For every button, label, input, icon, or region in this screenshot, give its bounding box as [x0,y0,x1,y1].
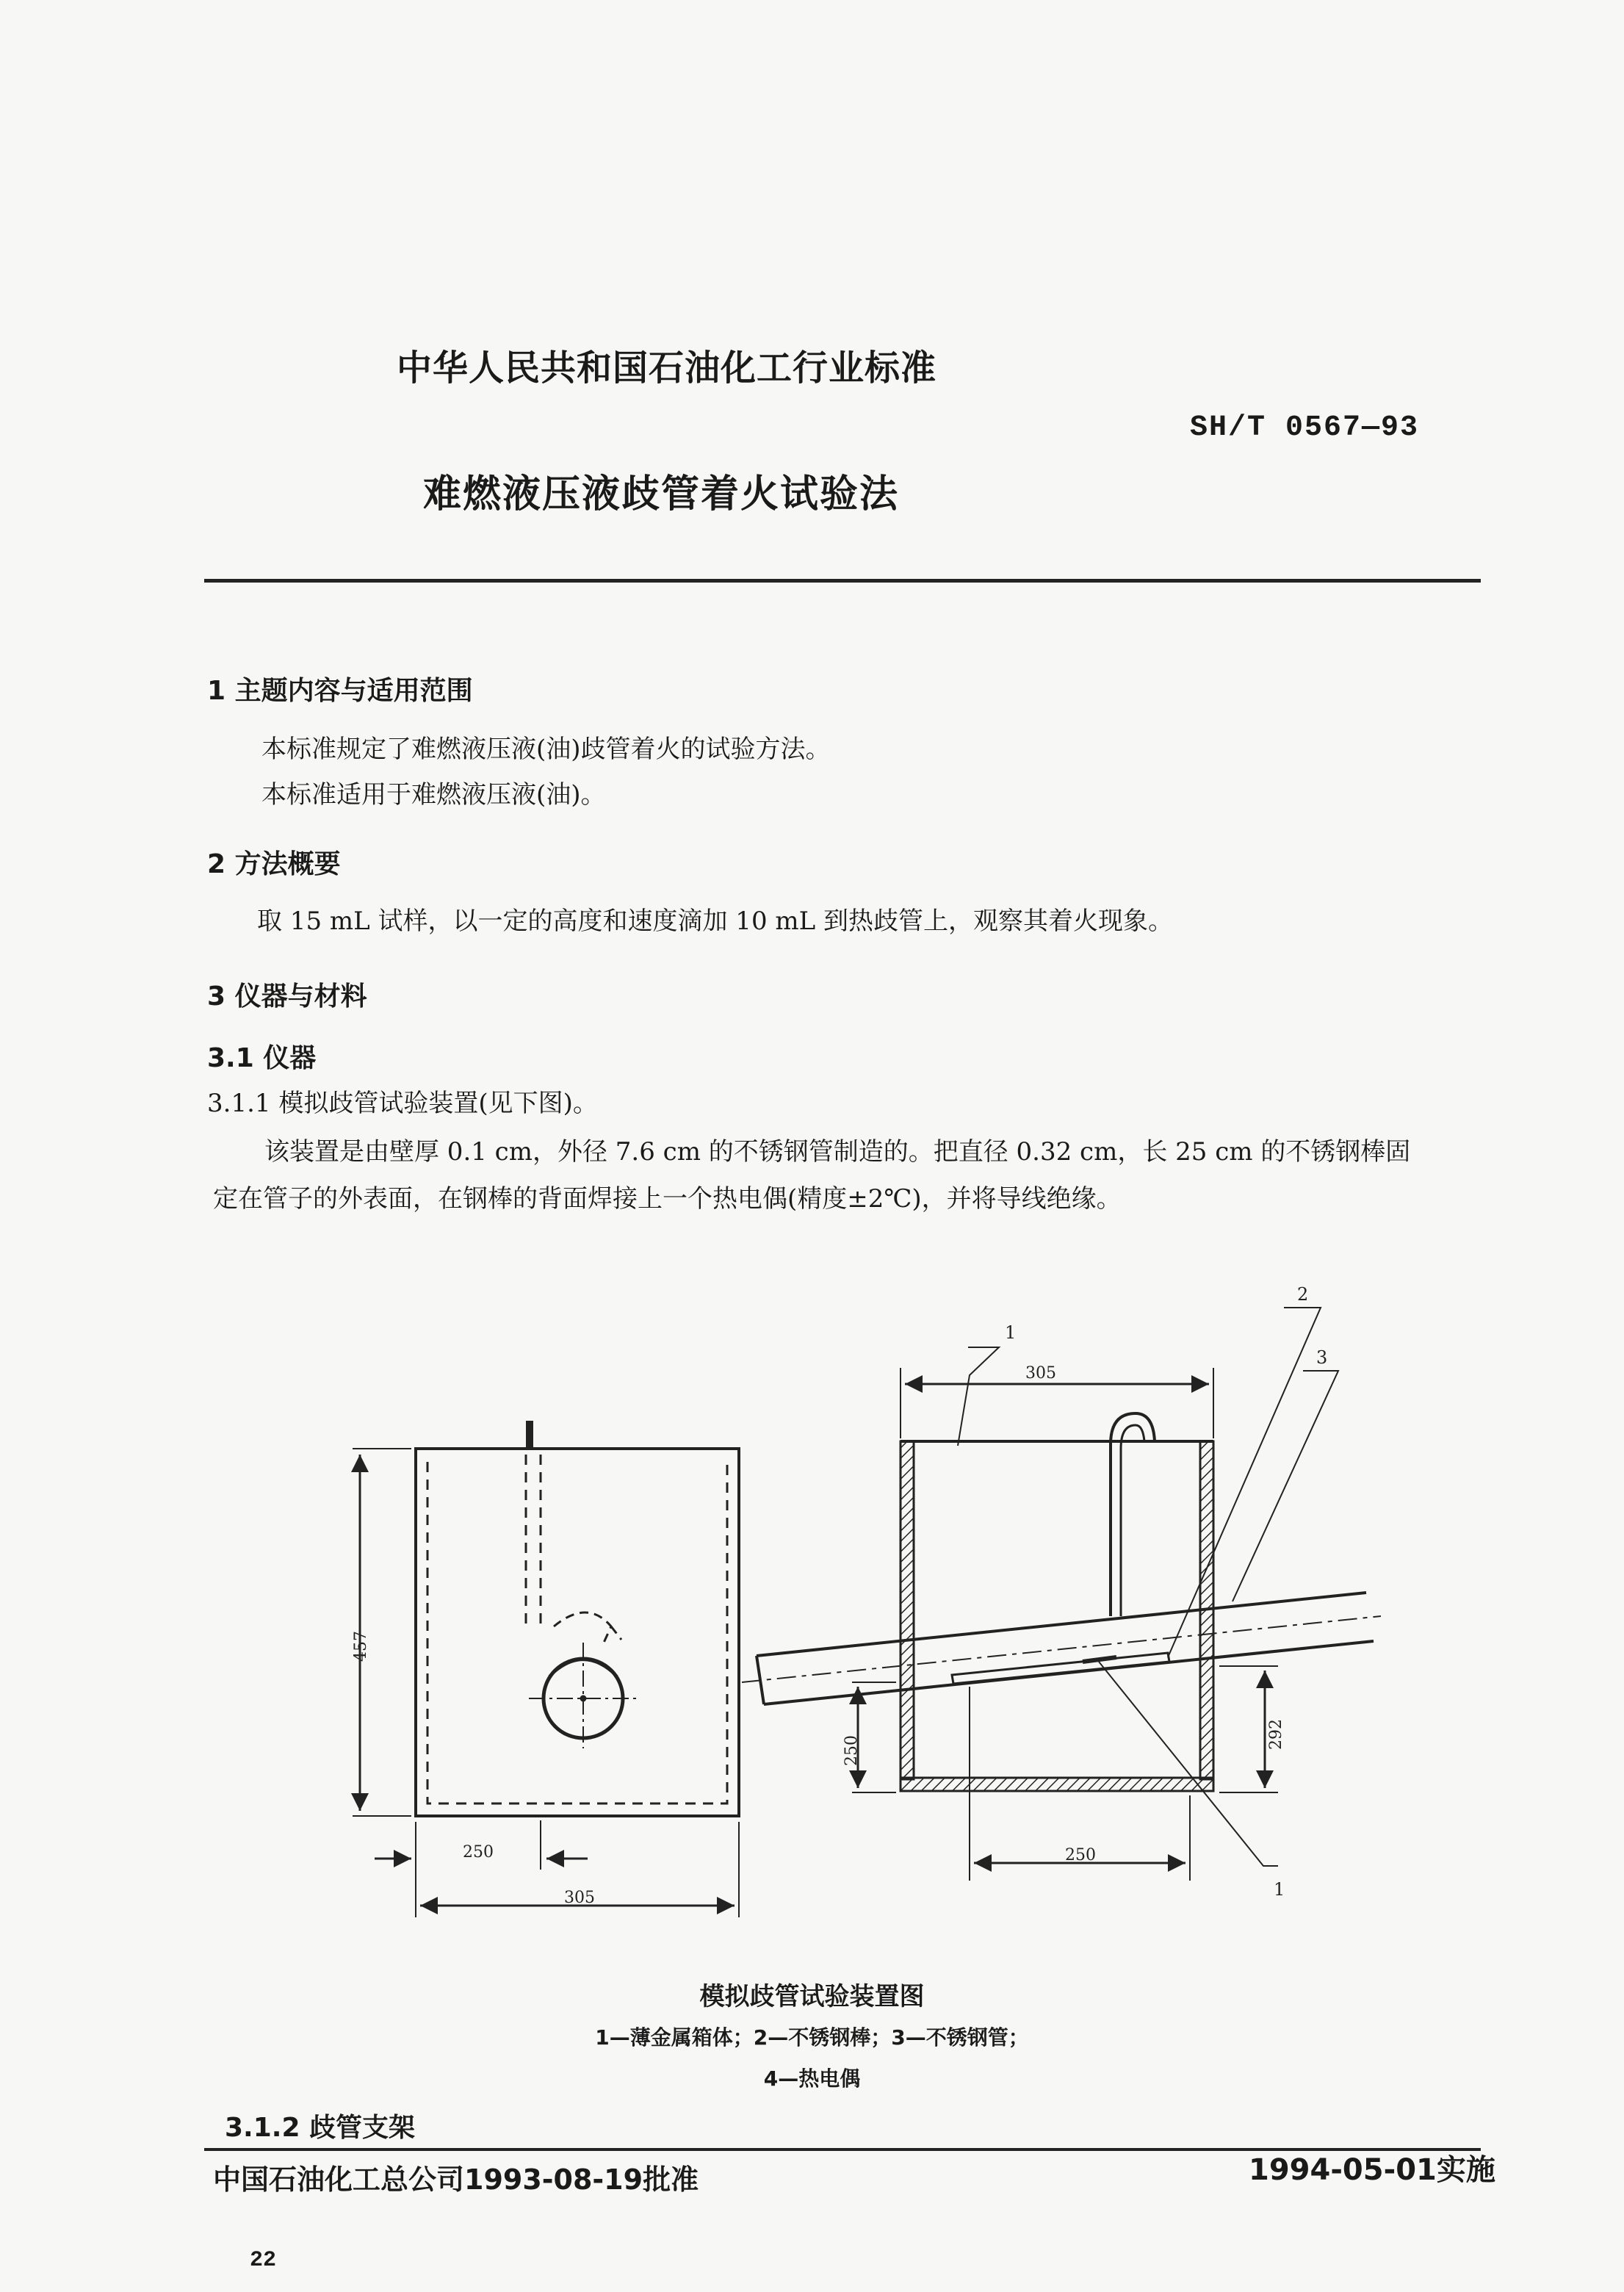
section-3-1-1-paragraph-2: 定在管子的外表面，在钢棒的背面焊接上一个热电偶(精度±2℃)，并将导线绝缘。 [213,1184,1122,1214]
section-3-heading: 3 仪器与材料 [207,981,367,1012]
left-wall-hatched [901,1441,914,1779]
section-3-1-1-heading: 3.1.1 模拟歧管试验装置(见下图)。 [207,1089,598,1118]
callout-3: 3 [1316,1347,1328,1368]
rod-hidden-lines [526,1455,541,1631]
callout-2: 2 [1297,1284,1309,1305]
section-3-1-1-paragraph-1: 该装置是由壁厚 0.1 cm，外径 7.6 cm 的不锈钢管制造的。把直径 0.32 cm，长 25 cm 的不锈钢棒固 [264,1137,1411,1167]
dim-label-height: 457 [352,1631,370,1662]
section-1-heading: 1 主题内容与适用范围 [207,676,473,706]
callout-4: 1 [1274,1879,1285,1900]
leader-1 [958,1347,999,1446]
dim-label-305-top: 305 [1025,1364,1056,1383]
dim-label-250-vertical: 250 [842,1735,861,1766]
thermocouple-hook-outer [1111,1413,1155,1616]
side-section-view [742,1308,1381,1881]
effective-date: 1994-05-01实施 [1249,2153,1495,2187]
dim-label-250-bottom: 250 [1065,1846,1096,1864]
document-title: 难燃液压液歧管着火试验法 [423,472,900,516]
bottom-wall-hatched [901,1778,1213,1791]
dim-label-292: 292 [1267,1719,1285,1750]
figure-caption: 模拟歧管试验装置图 [699,1982,925,2011]
document-code: SH/T 0567—93 [1190,411,1420,444]
header-divider [204,579,1481,583]
section-1-paragraph-2: 本标准适用于难燃液压液(油)。 [261,780,606,810]
callout-1: 1 [1005,1322,1017,1343]
standard-issuer-title: 中华人民共和国石油化工行业标准 [397,347,937,389]
section-1-paragraph-1: 本标准规定了难燃液压液(油)歧管着火的试验方法。 [261,735,831,764]
section-2-paragraph: 取 15 mL 试样，以一定的高度和速度滴加 10 mL 到热歧管上，观察其着火现象。 [257,907,1174,936]
figure-legend-line-2: 4—热电偶 [763,2066,861,2091]
approval-statement: 中国石油化工总公司1993-08-19批准 [213,2163,699,2196]
leader-4 [1099,1662,1278,1866]
thermocouple-hook-inner [1121,1425,1144,1616]
section-3-1-2-heading: 3.1.2 歧管支架 [225,2113,416,2143]
page-number: 22 [250,2248,277,2273]
section-3-1-heading: 3.1 仪器 [207,1043,317,1073]
figure-legend-line-1: 1—薄金属箱体；2—不锈钢棒；3—不锈钢管； [595,2025,1029,2050]
pipe-center-dot [580,1695,586,1701]
steel-rod [952,1653,1169,1684]
front-view-inner-wall [427,1462,727,1803]
front-view [353,1421,739,1917]
front-view-box-outline [416,1449,739,1816]
pipe-hidden-arc [554,1612,621,1643]
leader-3 [1233,1371,1338,1601]
dim-label-inner-width: 250 [463,1843,494,1862]
section-2-heading: 2 方法概要 [207,849,341,879]
manifold-apparatus-figure [308,1249,1425,1947]
dim-label-width: 305 [564,1889,595,1907]
thermocouple-lead [526,1421,533,1450]
